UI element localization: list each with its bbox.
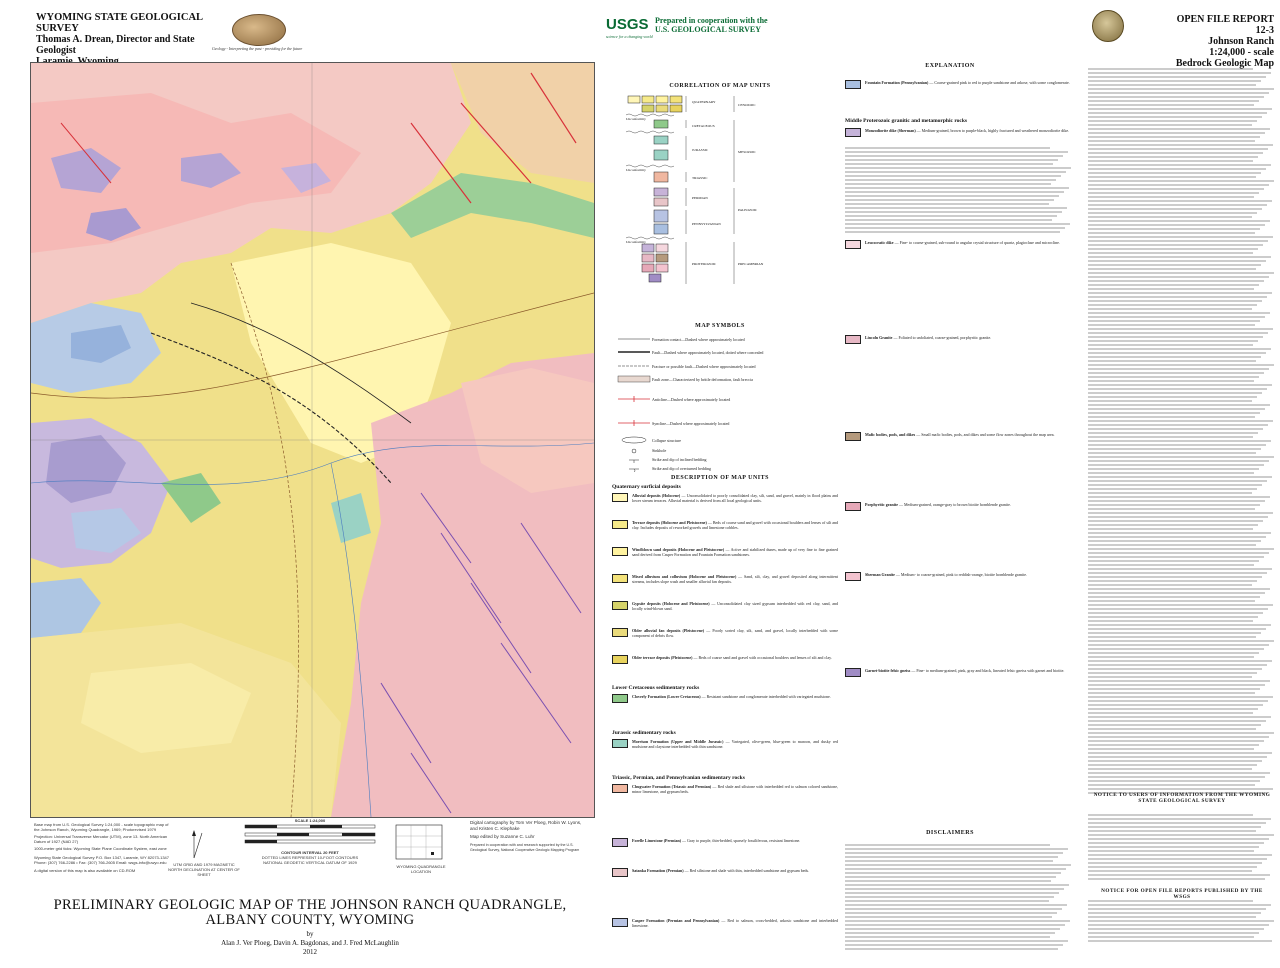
unit-swatch <box>612 694 628 703</box>
era-precambrian: PRECAMBRIAN <box>738 262 764 266</box>
era-cenozoic: CENOZOIC <box>738 103 756 107</box>
wsgs-address: Wyoming State Geological Survey P.O. Box 1347, Laramie, WY 82073-1347 Phone: (307) 766-2286 • Fax: (307) 766-2605 Email: wsgs-info@uwyo.edu <box>34 855 170 865</box>
unit-swatch <box>845 80 861 89</box>
notice-ofr-text <box>1088 898 1274 943</box>
system-jurassic: JURASSIC <box>692 148 709 152</box>
references-list <box>1088 66 1274 796</box>
era-paleozoic: PALEOZOIC <box>738 208 758 212</box>
author-names: Alan J. Ver Ploeg, Davin A. Bagdonas, and J. Fred McLaughlin <box>221 939 399 947</box>
unit-swatch <box>612 628 628 637</box>
contour-sub: DOTTED LINES REPRESENT 10-FOOT CONTOURS <box>261 855 359 860</box>
digital-note: A digital version of this map is also available on CD-ROM <box>34 868 136 873</box>
map-title-line1: PRELIMINARY GEOLOGIC MAP OF THE JOHNSON RANCH QUADRANGLE, <box>53 897 567 913</box>
prepared-note: Prepared in cooperation with and research supported by the U.S. Geological Survey, National Cooperative Geologic Mapping Program <box>470 843 580 852</box>
unit-swatch <box>612 739 628 748</box>
state-seal-icon <box>1092 10 1124 42</box>
unit-ymd[interactable]: Monzodiorite dike (Sherman) — Medium-grained, brown to purple-black, highly fractured and weathered monzodiorite dike. <box>845 128 1073 137</box>
correlation-title: CORRELATION OF MAP UNITS <box>669 83 771 89</box>
unit-swatch <box>845 128 861 137</box>
unit-swatch <box>612 520 628 529</box>
grid-note: 1000-meter grid ticks: Wyoming State Plane Coordinate System, east zone <box>34 846 167 851</box>
symbol-fracture: Fracture or possible fault—Dashed where approximately located <box>652 363 756 369</box>
notice-users-title: NOTICE TO USERS OF INFORMATION FROM THE WYOMING STATE GEOLOGICAL SURVEY <box>1093 792 1271 804</box>
scale-label: SCALE 1:24,000 <box>294 818 326 823</box>
base-map-credits <box>34 822 169 873</box>
unit-qac[interactable]: Mixed alluvium and colluvium (Holocene and Pleistocene) — Sand, silt, clay, and gravel deposited along intermittent streams, includes slope wash and smaller alluvial fan deposits. <box>612 574 840 601</box>
unconformity-label-3: Unconformity <box>626 240 646 244</box>
unit-ppc[interactable]: Casper Formation (Permian and Pennsylvanian) — Red to salmon, cross-bedded, arkosic sandstone and interbedded limestone. <box>612 918 840 928</box>
unit-swatch <box>612 918 628 927</box>
unit-ps[interactable]: Satanka Formation (Permian) — Red siltstone and shale with thin, interbedded sandstone and gypsum beds. <box>612 868 840 877</box>
unit-pf[interactable]: Forelle Limestone (Permian) — Gray to purple, thin-bedded, sparsely fossiliferous, resistant limestone. <box>612 838 840 847</box>
notice-ofr-title: NOTICE FOR OPEN FILE REPORTS PUBLISHED BY THE WSGS <box>1101 888 1263 900</box>
coop-line1: Prepared in cooperation with the <box>655 16 768 25</box>
director-line: Thomas A. Drean, Director and State Geologist <box>36 34 195 56</box>
symbol-fault-zone: Fault zone—Characterized by brittle deformation, fault breccia <box>616 372 840 386</box>
coop-line2: U.S. GEOLOGICAL SURVEY <box>655 25 761 34</box>
index-map-caption: WYOMING QUADRANGLE LOCATION <box>396 864 446 874</box>
triassic-heading: Triassic, Permian, and Pennsylvanian sedimentary rocks <box>612 775 745 781</box>
agency-name: WYOMING STATE GEOLOGICAL SURVEY <box>36 12 203 34</box>
map-authors <box>40 930 580 957</box>
map-year: 2012 <box>303 948 317 956</box>
unit-swatch <box>612 574 628 583</box>
explanation-text-block-1 <box>845 145 1071 235</box>
symbol-strike-dip: Strike and dip of inclined bedding <box>652 457 707 462</box>
symbol-contact: Formation contact—Dashed where approximately located <box>652 336 745 342</box>
symbol-syncline: Syncline—Dashed where approximately located <box>652 420 730 426</box>
unit-pf-fountain[interactable]: Fountain Formation (Pennsylvanian) — Coarse-grained pink to red to purple sandstone and arkose, with some conglomerate. <box>845 80 1073 89</box>
system-proterozoic: PROTEROZOIC <box>692 262 717 266</box>
symbol-sinkhole: Sinkhole <box>616 446 840 455</box>
usgs-logo: USGS <box>606 16 649 33</box>
unit-swatch <box>845 572 861 581</box>
by-label: by <box>306 930 314 938</box>
system-cretaceous: CRETACEOUS <box>692 124 715 128</box>
map-canvas <box>31 63 594 817</box>
explanation-title: EXPLANATION <box>925 63 975 69</box>
unit-ys[interactable]: Sherman Granite — Medium- to coarse-grained, pink to reddish-orange, biotite hornblende granite. <box>845 572 1073 581</box>
cartography-credit: Digital cartography by Tom Ver Ploeg, Robin W. Lyons, and Kristen C. Klephake <box>470 820 582 831</box>
editor-credit: Map edited by Suzanne C. Luhr <box>470 834 535 839</box>
cooperation-note <box>655 16 785 34</box>
scale-bar <box>240 823 380 845</box>
unit-swatch <box>612 655 628 664</box>
unit-qto[interactable]: Older terrace deposits (Pleistocene) — Beds of coarse sand and gravel with occasional boulders and lenses of silt and clay. <box>612 655 840 682</box>
unconformity-label-2: Unconformity <box>626 168 646 172</box>
lower-cretaceous-heading: Lower Cretaceous sedimentary rocks <box>612 685 700 691</box>
report-scale: Johnson Ranch 1:24,000 - scale <box>1208 36 1274 58</box>
unit-swatch <box>845 668 861 677</box>
unit-qfo[interactable]: Older alluvial fan deposits (Pleistocene) — Poorly sorted clay, silt, sand, and gravel, locally interbedded with some component of debris flow. <box>612 628 840 655</box>
unit-ym[interactable]: Mafic bodies, pods, and dikes — Small mafic bodies, pods, and dikes and some flow zones throughout the map area. <box>845 432 1073 441</box>
description-title: DESCRIPTION OF MAP UNITS <box>671 475 769 481</box>
vertical-datum: NATIONAL GEODETIC VERTICAL DATUM OF 1929 <box>263 860 357 865</box>
report-number: OPEN FILE REPORT 12-3 <box>1176 14 1274 36</box>
usgs-tagline: science for a changing world <box>606 34 653 39</box>
scale-block <box>240 818 380 865</box>
unit-yp[interactable]: Porphyritic granite — Medium-grained, orange-gray to brown biotite hornblende granite. <box>845 502 1073 511</box>
map-title <box>40 898 580 928</box>
unit-swatch <box>612 868 628 877</box>
unit-ylg[interactable]: Lincoln Granite — Foliated to unfoliated, coarse-grained, porphyritic granite. <box>845 335 1073 344</box>
notice-users-text <box>1088 812 1274 882</box>
unit-ygn[interactable]: Garnet-biotite felsic gneiss — Fine- to medium-grained, pink, gray and black, lineated felsic gneiss with garnet and biotite. <box>845 668 1073 677</box>
system-triassic: TRIASSIC <box>692 176 708 180</box>
unit-qa[interactable]: Alluvial deposits (Holocene) — Unconsolidated to poorly consolidated clay, silt, sand, and gravel, mainly in flood plains and lower stream terraces. Alluvial material is derived from all local geological units. <box>612 493 840 520</box>
unit-swatch <box>845 335 861 344</box>
header-left <box>36 12 236 67</box>
proterozoic-heading: Middle Proterozoic granitic and metamorphic rocks <box>845 118 968 124</box>
geologic-map[interactable] <box>30 62 595 818</box>
credits-right <box>470 820 590 852</box>
unit-swatch <box>845 240 861 249</box>
map-symbols-title: MAP SYMBOLS <box>695 323 745 329</box>
header-right <box>1170 14 1274 69</box>
unit-swatch <box>612 493 628 502</box>
wyoming-index-map <box>395 824 443 862</box>
declination-note: UTM GRID AND 1979 MAGNETIC NORTH DECLINATION AT CENTER OF SHEET <box>168 862 240 877</box>
unit-swatch <box>845 432 861 441</box>
unit-jm[interactable]: Morrison Formation (Upper and Middle Jurassic) — Variegated, olive-green, blue-green to maroon, and dusky red mudstone and claystone interbedded with thin sandstone. <box>612 739 840 749</box>
unit-swatch <box>845 502 861 511</box>
unit-swatch <box>612 838 628 847</box>
surficial-heading: Quaternary surficial deposits <box>612 484 681 490</box>
unconformity-label: Unconformity <box>626 117 646 121</box>
symbol-anticline: Anticline—Dashed where approximately located <box>652 396 731 402</box>
symbol-fault: Fault—Dashed where approximately located, dotted where concealed <box>652 349 764 355</box>
disclaimers-title: DISCLAIMERS <box>926 830 974 836</box>
unit-trpc[interactable]: Chugwater Formation (Triassic and Permian) — Red shale and siltstone with interbedded red to salmon colored sandstone, minor limestone, and gypsum beds. <box>612 784 840 794</box>
unit-qt[interactable]: Terrace deposits (Holocene and Pleistocene) — Beds of coarse sand and gravel with occasional boulders and lenses of silt and clay. Includes deposits of reworked gravels and limestone cobbles. <box>612 520 840 547</box>
projection-note: Projection: Universal Transverse Mercator (UTM), zone 13. North American Datum of 1927 (NAD 27) <box>34 834 168 844</box>
unit-swatch <box>612 784 628 793</box>
wsgs-logo <box>232 14 286 46</box>
correlation-chart <box>624 92 844 307</box>
unit-swatch <box>612 601 628 610</box>
system-pennsylvanian: PENNSYLVANIAN <box>692 222 721 226</box>
system-quaternary: QUATERNARY <box>692 100 716 104</box>
report-type: Bedrock Geologic Map <box>1175 58 1274 69</box>
system-permian: PERMIAN <box>692 196 708 200</box>
contour-interval: CONTOUR INTERVAL 20 FEET <box>281 850 339 855</box>
era-mesozoic: MESOZOIC <box>738 150 756 154</box>
unit-kcv[interactable]: Cloverly Formation (Lower Cretaceous) — Resistant sandstone and conglomerate interbedded with variegated mudstone. <box>612 694 840 703</box>
base-map-source: Base map from U.S. Geological Survey 1:24,000 - scale topographic map of the Johnson Ranch, Wyoming Quadrangle, 1969; Photorevised 1979 <box>34 822 169 832</box>
surficial-units <box>612 493 840 682</box>
unit-qg[interactable]: Gypsite deposits (Holocene and Pleistocene) — Unconsolidated clay sized gypsum interbedded with red clay, sand, and locally wind-blown sand. <box>612 601 840 628</box>
map-symbols-list <box>616 334 840 473</box>
jurassic-heading: Jurassic sedimentary rocks <box>612 730 676 736</box>
unit-qs[interactable]: Windblown sand deposits (Holocene and Pleistocene) — Active and stabilized dunes, made up of very fine to fine grained sand derived from Casper Formation and Fountain Formation sandstones. <box>612 547 840 574</box>
symbol-overturned: Strike and dip of overturned bedding <box>616 464 840 473</box>
unit-yl[interactable]: Leucocratic dike — Fine- to coarse-grained, sub-round to angular crystal structure of quartz, plagioclase and microcline. <box>845 240 1073 249</box>
wsgs-slogan: Geology - Interpreting the past - providing for the future <box>212 46 303 51</box>
north-arrow-icon <box>180 828 220 860</box>
map-title-line2: ALBANY COUNTY, WYOMING <box>205 912 415 928</box>
unit-swatch <box>612 547 628 556</box>
symbol-collapse: Collapse structure <box>616 434 840 446</box>
disclaimers-text <box>845 842 1071 952</box>
